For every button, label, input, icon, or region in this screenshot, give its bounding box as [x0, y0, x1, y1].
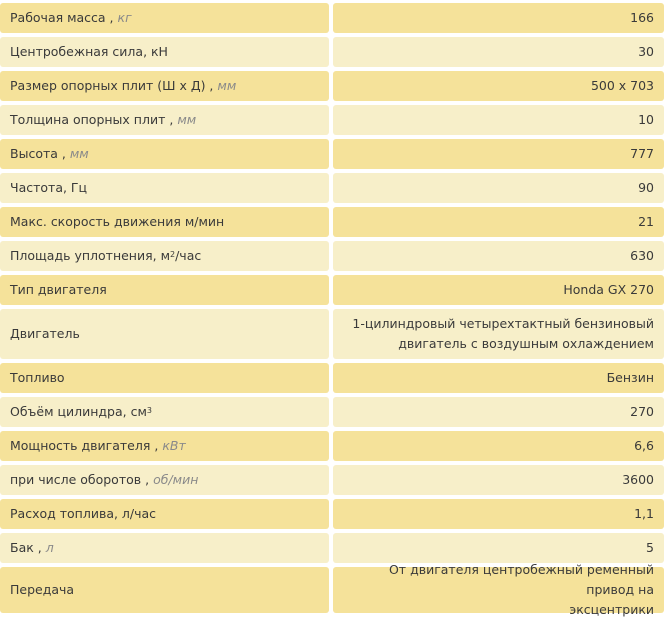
- spec-row-fuel: [0, 363, 666, 393]
- spec-label: Передача: [0, 567, 329, 613]
- spec-row-rpm: [0, 465, 666, 495]
- spec-row-tank: [0, 533, 666, 563]
- spec-label: Частота, Гц: [0, 173, 329, 203]
- spec-row-plate-thickness: [0, 105, 666, 135]
- spec-value: Honda GX 270: [333, 275, 664, 305]
- spec-row-engine: [0, 309, 666, 359]
- spec-label: Двигатель: [0, 309, 329, 359]
- spec-label: Центробежная сила, кН: [0, 37, 329, 67]
- spec-value: 1-цилиндровый четырехтактный бензиновый двигатель с воздушным охлаждением: [333, 309, 664, 359]
- spec-value: 30: [333, 37, 664, 67]
- spec-label: Макс. скорость движения м/мин: [0, 207, 329, 237]
- spec-row-plate-size: [0, 71, 666, 101]
- spec-label: Толщина опорных плит , мм: [0, 105, 329, 135]
- spec-value: 777: [333, 139, 664, 169]
- spec-value: 3600: [333, 465, 664, 495]
- spec-row-operating-weight: [0, 3, 666, 33]
- spec-label: Площадь уплотнения, м $^2$ /час: [0, 241, 329, 271]
- spec-value: 630: [333, 241, 664, 271]
- spec-label: Бак , л: [0, 533, 329, 563]
- spec-label: Размер опорных плит (Ш х Д) , мм: [0, 71, 329, 101]
- spec-row-fuel-consumption: [0, 499, 666, 529]
- spec-row-transmission: [0, 562, 666, 617]
- spec-value: 10: [333, 105, 664, 135]
- spec-row-height: [0, 139, 666, 169]
- spec-value: От двигателя центробежный ременный привод на эксцентрики: [333, 567, 664, 613]
- spec-value: 90: [333, 173, 664, 203]
- spec-value: 6,6: [333, 431, 664, 461]
- spec-label: при числе оборотов , об/мин: [0, 465, 329, 495]
- spec-row-centrifugal-force: [0, 37, 666, 67]
- spec-row-max-speed: [0, 207, 666, 237]
- spec-row-compaction-area: [0, 241, 666, 271]
- spec-label: Тип двигателя: [0, 275, 329, 305]
- spec-label: Рабочая масса , кг: [0, 3, 329, 33]
- spec-label: Топливо: [0, 363, 329, 393]
- spec-value: 270: [333, 397, 664, 427]
- spec-label: Высота , мм: [0, 139, 329, 169]
- spec-row-cylinder-volume: [0, 397, 666, 427]
- spec-value: 21: [333, 207, 664, 237]
- spec-value: 500 x 703: [333, 71, 664, 101]
- spec-row-frequency: [0, 173, 666, 203]
- spec-value: Бензин: [333, 363, 664, 393]
- spec-label: Расход топлива, л/час: [0, 499, 329, 529]
- spec-value: 166: [333, 3, 664, 33]
- spec-value: 5: [333, 533, 664, 563]
- spec-label: Мощность двигателя , кВт: [0, 431, 329, 461]
- spec-label: Объём цилиндра, см $^3$: [0, 397, 329, 427]
- spec-row-engine-type: [0, 275, 666, 305]
- spec-row-engine-power: [0, 431, 666, 461]
- spec-value: 1,1: [333, 499, 664, 529]
